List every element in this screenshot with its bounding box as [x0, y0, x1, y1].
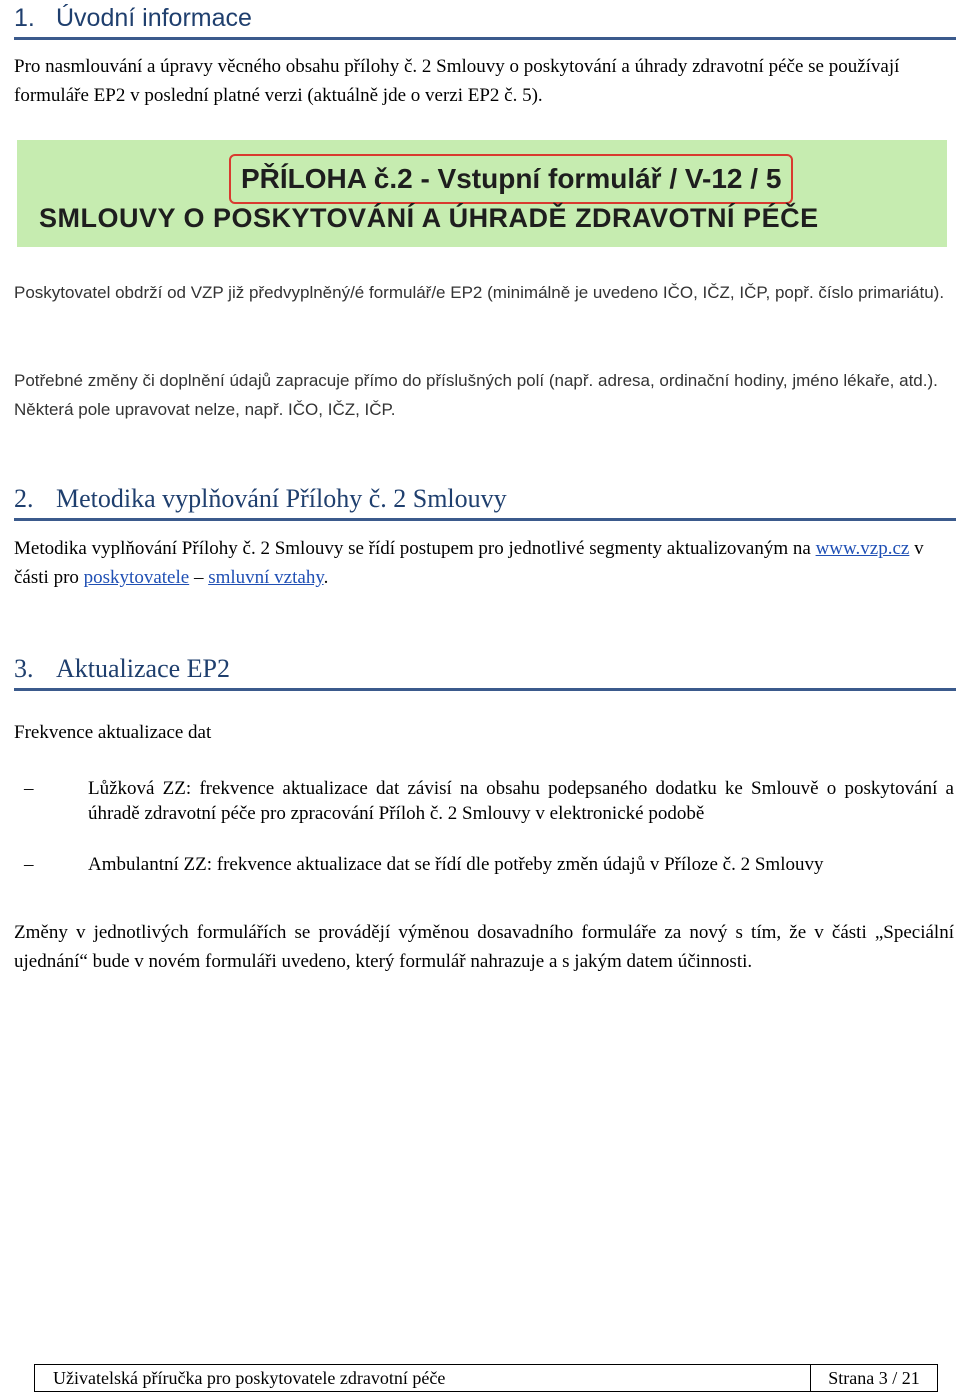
list-item [14, 852, 954, 877]
section-2-paragraph [14, 534, 954, 592]
vzp-website-link[interactable]: www.vzp.cz [815, 538, 910, 559]
section-1-number: 1. [14, 4, 35, 32]
list-item-text: Ambulantní ZZ: frekvence aktualizace dat se řídí dle potřeby změn údajů v Příloze č. 2 Smlouvy [88, 854, 824, 875]
providers-link[interactable]: poskytovatele [83, 567, 190, 588]
form-banner-image [17, 140, 947, 247]
section-3-closing-paragraph: Změny v jednotlivých formulářích se provádějí výměnou dosavadního formuláře za nový s tím, že v části „Speciální ujednání“ bude v novém formuláři uvedeno, který formulář nahrazuje a s jakým datem účinnosti. [14, 922, 954, 972]
banner-title-line: PŘÍLOHA č.2 - Vstupní formulář / V-12 / 5 [229, 154, 793, 204]
section-3-number: 3. [14, 654, 34, 683]
section-2-heading [14, 484, 956, 521]
list-dash: – [24, 778, 34, 799]
section-3-intro: Frekvence aktualizace dat [14, 722, 212, 743]
section-1-paragraph-1: Pro nasmlouvání a úpravy věcného obsahu přílohy č. 2 Smlouvy o poskytování a úhrady zdravotní péče se používají formuláře EP2 v poslední platné verzi (aktuálně jde o verzi EP2 č. 5). [14, 56, 900, 106]
contract-relations-link[interactable]: smluvní vztahy [208, 567, 324, 588]
footer-title: Uživatelská příručka pro poskytovatele zdravotní péče [35, 1365, 811, 1391]
section-1-heading [14, 4, 956, 40]
section-2-title: Metodika vyplňování Přílohy č. 2 Smlouvy [56, 484, 507, 513]
section-1-paragraph-3: Potřebné změny či doplnění údajů zapracuje přímo do příslušných polí (např. adresa, ordinační hodiny, jméno lékaře, atd.). Některá pole upravovat nelze, např. IČO, IČZ, IČP. [14, 371, 938, 419]
section-1-paragraph-2: Poskytovatel obdrží od VZP již předvyplněný/é formulář/e EP2 (minimálně je uvedeno IČO, IČZ, IČP, popř. číslo primariátu). [14, 283, 945, 302]
list-item [14, 776, 954, 826]
banner-subtitle-line: SMLOUVY O POSKYTOVÁNÍ A ÚHRADĚ ZDRAVOTNÍ PÉČE [39, 203, 819, 233]
list-item-text: Lůžková ZZ: frekvence aktualizace dat závisí na obsahu podepsaného dodatku ke Smlouvě o poskytování a úhradě zdravotní péče pro zpracování Příloh č. 2 Smlouvy v elektronické podobě [88, 778, 954, 824]
page-footer [34, 1364, 938, 1392]
list-dash: – [24, 854, 34, 875]
footer-page-number: Strana 3 / 21 [828, 1368, 920, 1388]
section-2-end: . [323, 567, 329, 588]
section-2-text-mid: v části pro [14, 538, 924, 588]
section-2-number: 2. [14, 484, 34, 513]
section-1-title: Úvodní informace [56, 4, 252, 32]
section-2-text: Metodika vyplňování Přílohy č. 2 Smlouvy se řídí postupem pro jednotlivé segmenty aktualizovaným na [14, 538, 816, 559]
section-3-heading [14, 654, 956, 691]
section-3-title: Aktualizace EP2 [56, 654, 230, 683]
section-2-dash: – [189, 567, 209, 588]
